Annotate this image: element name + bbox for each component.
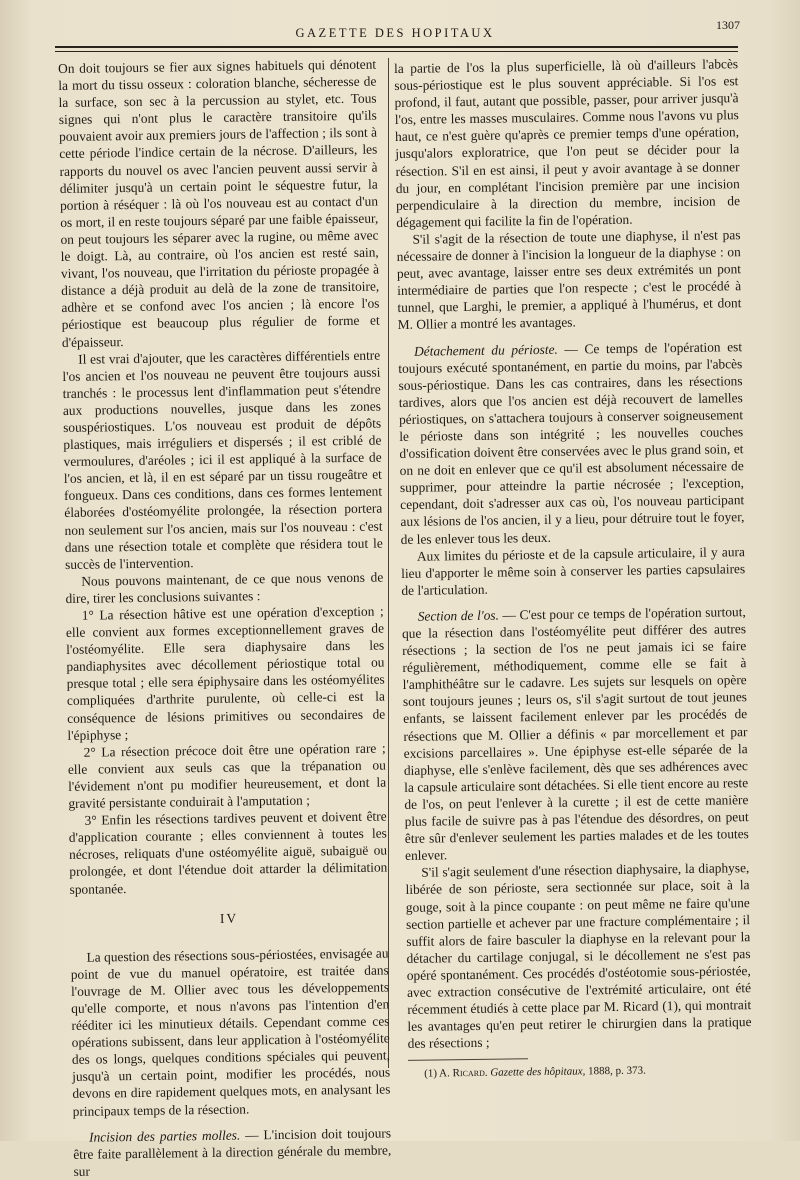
journal-title: GAZETTE DES HOPITAUX [295, 26, 495, 40]
right-column [394, 55, 752, 1081]
conclusion-item: 2° La résection précoce doit être une opération rare ; elle convient aux seuls cas que la trépanation ou l'évidement n'ont pu modifier heureusement, et dont la gravité persistante conduirait à l'amputation ; [67, 740, 387, 811]
footnote-reference: 1888, p. 373. [585, 1064, 646, 1078]
subsection-heading: Section de l'os. [417, 607, 500, 624]
paragraph [73, 1124, 392, 1180]
subsection-heading: Incision des parties molles. [88, 1127, 241, 1145]
subsection-heading: Détachement du périoste. [413, 341, 558, 359]
paragraph: Nous pouvons maintenant, de ce que nous venons de dire, tirer les conclusions suivantes : [65, 569, 384, 606]
page-header [50, 14, 740, 44]
footnote-author: Ricard. [452, 1067, 488, 1080]
paragraph: On doit toujours se fier aux signes habituels qui dénotent la mort du tissu osseux : coloration blanche, sécheresse de la surface, son sec à la percussion au stylet, etc. Tous signes qui n'ont plus le caractère transitoire qu'ils pouvaient avoir aux premiers jours de l'affection ; ils sont à cette période l'indice certain de la nécrose. D'ailleurs, les rapports du nouvel os avec l'ancien peuvent aussi servir à délimiter jusqu'à un certain point le séquestre futur, la portion à réséquer : là où l'os nouveau est au contact d'un os mort, il en reste toujours séparé par une faible épaisseur, on peut toujours les séparer avec la rugine, ou même avec le doigt. Là, au contraire, où l'os ancien est resté sain, vivant, l'os nouveau, que l'irritation du périoste propagée à distance a déjà produit au delà de la zone de transitoire, adhère et se confond avec l'os ancien ; là encore l'os périostique est beaucoup plus régulier de forme et d'épaisseur. [58, 56, 380, 350]
paragraph-text: — Ce temps de l'opération est toujours exécuté spontanément, en partie du moins, par l'abcès sous-périostique. Dans les cas contraires, dans les résections tardives, alors que l'os ancien est déjà recouvert de lamelles périostiques, on s'attachera toujours à conserver soigneusement le périoste dans son intégrité ; les nouvelles couches d'ossification doivent être conservées avec le plus grand soin, et on ne doit en enlever que ce qu'il est absolument nécessaire de supprimer, pour atteindre la partie nécrosée ; l'exception, cependant, doit s'adresser aux cas où, l'os nouveau participant aux lésions de l'os ancien, il y a lieu, pour détruire tout le foyer, de les enlever tous les deux. [398, 338, 745, 547]
footnote-marker: (1) A. [424, 1067, 453, 1081]
footnote-source: Gazette des hôpitaux, [487, 1065, 586, 1080]
paragraph: La question des résections sous-périostées, envisagée au point de vue du manuel opératoire, est traitée dans l'ouvrage de M. Ollier avec tous les développements qu'elle comporte, et nous n'avons pas l'intention d'en rééditer ici les minutieux détails. Cependant comme ces opérations subissent, dans leur application à l'ostéomyélite des os longs, quelques conditions spéciales qui peuvent, jusqu'à un certain point, modifier les procédés, nous devons en dire rapidement quelques mots, en analysant les principaux temps de la résection. [70, 945, 391, 1119]
page-number: 1307 [716, 18, 740, 32]
paragraph: S'il s'agit de la résection de toute une diaphyse, il n'est pas nécessaire de donner à l'incision la longueur de la diaphyse : on peut, avec avantage, laisser entre ses deux extrémités un pont intermédiaire de parties que l'on respecte ; c'est le procédé à tunnel, que Larghi, le premier, a appliqué à l'humérus, et dont M. Ollier a montré les avantages. [396, 227, 742, 333]
conclusion-item: 1° La résection hâtive est une opération d'exception ; elle convient aux formes exceptionnellement graves de l'ostéomyélite. Elle sera diaphysaire dans les pandiaphysites avec décollement périostique total ou presque total ; elle sera épiphysaire dans les ostéomyélites compliquées d'arthrite purulente, où celle-ci est la conséquence de lésions primitives ou secondaires de l'épiphyse ; [65, 603, 386, 743]
paragraph: Aux limites du périoste et de la capsule articulaire, il y aura lieu d'apporter le même soin à conserver les parties capsulaires de l'articulation. [401, 543, 746, 598]
conclusion-item: 3° Enfin les résections tardives peuvent et doivent être d'application courante ; elles conviennent à toutes les nécroses, reliquats d'une ostéomyélite aiguë, subaiguë ou prolongée, et dont l'étendue doit attarder la délimitation spontanée. [68, 808, 388, 897]
paragraph [402, 603, 750, 864]
paragraph: la partie de l'os la plus superficielle, là où d'ailleurs l'abcès sous-périostique est le plus souvent appréciable. Si l'os est profond, il faut, autant que possible, passer, pour arriver jusqu'à l'os, entre les masses musculaires. Comme nous l'avons vu plus haut, ce n'est guère qu'après ce premier temps d'une opération, jusqu'alors exploratrice, que l'on peut se décider pour la résection. S'il en est ainsi, il peut y avoir avantage à se donner du jour, en complétant l'incision première par une incision perpendiculaire à la direction du membre, incision de dégagement qui facilite la fin de l'opération. [394, 56, 741, 230]
paragraph-text: — C'est pour ce temps de l'opération surtout, que la résection dans l'ostéomyélite peut différer des autres résections ; la section de l'os ne peut jamais ici se faire régulièrement, méthodiquement, comme elle se fait à l'amphithéâtre sur le cadavre. Les sujets sur lesquels on opère sont toujours jeunes ; leurs os, s'il s'agit surtout de tout jeunes enfants, se laissent facilement enlever par les procédés de résections que M. Ollier a définis « par morcellement et par excisions parcellaires ». Une épiphyse est-elle séparée de la diaphyse, elle s'enlève facilement, dès que ses adhérences avec la capsule articulaire sont détachées. Si elle tient encore au reste de l'os, on peut l'enlever à la curette ; il est de cette manière plus facile de suivre pas à pas l'étendue des désordres, on peut être sûr d'enlever seulement les parties malades et de les toutes enlever. [401, 604, 749, 864]
column-divider [388, 58, 389, 1068]
footnote [408, 1062, 752, 1081]
paragraph [398, 338, 745, 548]
section-number: IV [219, 910, 239, 926]
header-rule-thick [55, 46, 738, 48]
paragraph-text: — L'incision doit toujours être faite parallèlement à la direction générale du membre, sur [73, 1125, 392, 1179]
paragraph: Il est vrai d'ajouter, que les caractères différentiels entre l'os ancien et l'os nouveau ne peuvent être toujours aussi tranchés : le processus lent d'inflammation peut s'étendre aux productions nouvelles, jusque dans les zones souspériostiques. L'os nouveau est produit de dépôts plastiques, mais irréguliers et dispersés ; il est criblé de vermoulures, d'aréoles ; ici il est appliqué à la surface de l'os ancien, et là, il en est séparé par un tissu rougeâtre et fongueux. Dans ces conditions, dans ces formes lentement élaborées d'ostéomyélite prolongée, la résection portera non seulement sur l'os ancien, mais sur l'os nouveau : c'est dans une résection totale et complète que résidera tout le succès de l'intervention. [62, 347, 383, 572]
paragraph: S'il s'agit seulement d'une résection diaphysaire, la diaphyse, libérée de son périoste, sera sectionnée sur place, soit à la gouge, soit à la pince coupante : on peut même ne faire qu'une section partielle et achever par une fracture complémentaire ; il suffit alors de faire basculer la diaphyse en la relevant pour la détacher du cartilage conjugal, si le décollement ne s'est pas opéré spontanément. Ces procédés d'ostéotomie sous-périostée, avec extraction consécutive de l'extrémité articulaire, ont été récemment étudiés à cette place par M. Ricard (1), qui montrait les avantages qu'en peut retirer le chirurgien dans la pratique des résections ; [405, 860, 752, 1052]
left-column [58, 56, 392, 1180]
header-rule-thin [55, 51, 738, 52]
footnote-rule [408, 1059, 528, 1062]
